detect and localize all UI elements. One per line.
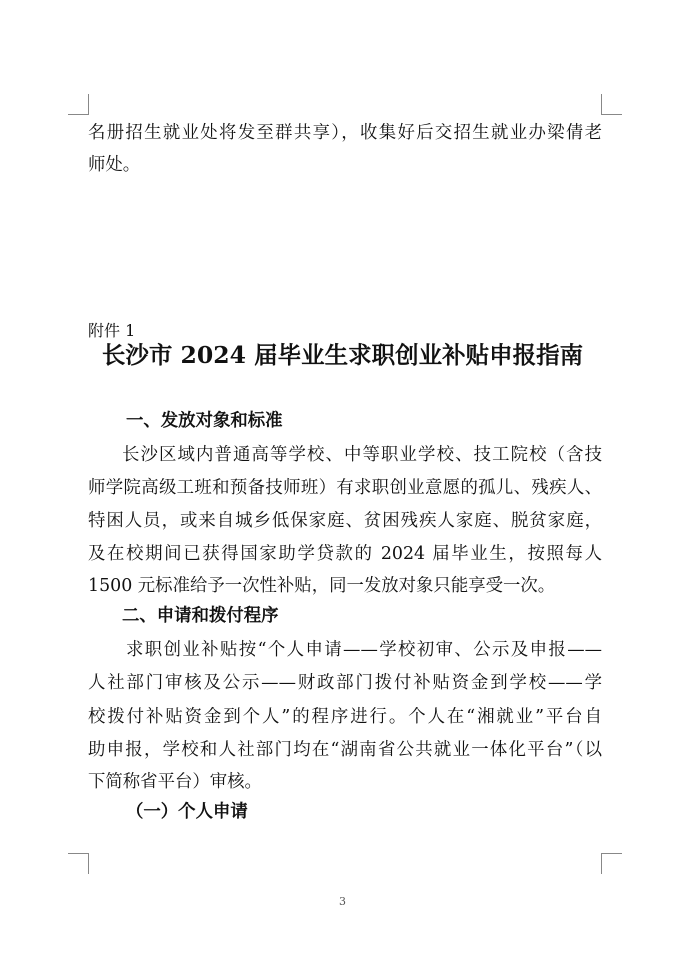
page-number: 3 — [339, 895, 346, 908]
page-title: 长沙市 2024 届毕业生求职创业补贴申报指南 — [101, 341, 584, 369]
body-line: 人社部门审核及公示——财政部门拨付补贴资金到学校——学 — [88, 673, 602, 693]
section-heading: 二、申请和拨付程序 — [122, 606, 279, 626]
crop-mark-bottom-right — [601, 853, 622, 874]
body-line: 长沙区域内普通高等学校、中等职业学校、技工院校（含技 — [122, 445, 602, 465]
body-line: 1500 元标准给予一次性补贴，同一发放对象只能享受一次。 — [88, 576, 556, 596]
section-heading: 一、发放对象和标准 — [126, 411, 283, 431]
attachment-label: 附件 1 — [88, 321, 136, 340]
body-line: 师处。 — [88, 155, 141, 175]
crop-mark-top-right — [601, 94, 622, 115]
body-line: 特困人员，或来自城乡低保家庭、贫困残疾人家庭、脱贫家庭， — [88, 511, 602, 531]
crop-mark-bottom-left — [68, 853, 89, 874]
body-line: 求职创业补贴按“个人申请——学校初审、公示及申报—— — [126, 640, 602, 660]
body-line: 助申报，学校和人社部门均在“湖南省公共就业一体化平台”（以 — [88, 740, 602, 760]
body-line: 名册招生就业处将发至群共享），收集好后交招生就业办梁倩老 — [88, 123, 602, 143]
body-line: 及在校期间已获得国家助学贷款的 2024 届毕业生，按照每人 — [88, 544, 602, 564]
body-line: 师学院高级工班和预备技师班）有求职创业意愿的孤儿、残疾人、 — [88, 478, 602, 498]
body-line: 校拨付补贴资金到个人”的程序进行。个人在“湘就业”平台自 — [88, 707, 602, 727]
subsection-heading: （一）个人申请 — [126, 802, 248, 822]
body-line: 下简称省平台）审核。 — [88, 772, 262, 792]
crop-mark-top-left — [68, 94, 89, 115]
